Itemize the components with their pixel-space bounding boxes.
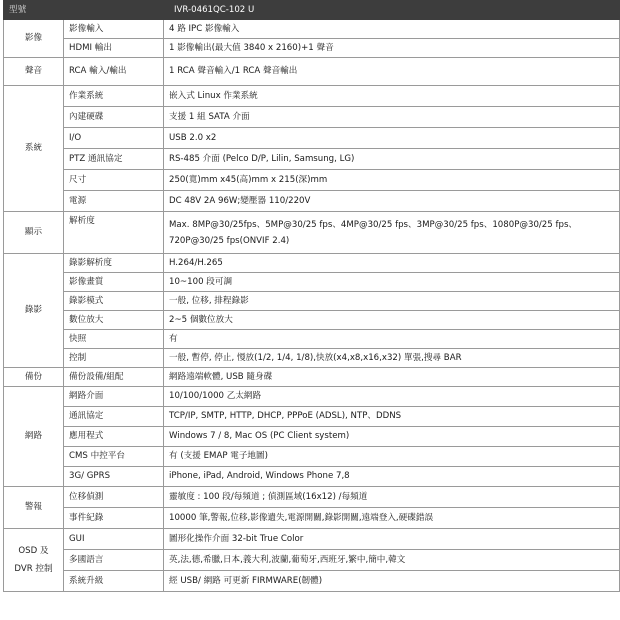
category-cell: 錄影 [4, 254, 64, 368]
value-cell: iPhone, iPad, Android, Windows Phone 7,8 [164, 467, 620, 487]
table-row [4, 427, 620, 447]
item-cell: HDMI 輸出 [64, 39, 164, 58]
item-cell: 影像畫質 [64, 273, 164, 292]
value-cell: 嵌入式 Linux 作業系統 [164, 86, 620, 107]
item-cell: 3G/ GPRS [64, 467, 164, 487]
table-row [4, 447, 620, 467]
value-cell: RS-485 介面 (Pelco D/P, Lilin, Samsung, LG) [164, 149, 620, 170]
value-cell: 有 [164, 330, 620, 349]
value-cell: 一般, 暫停, 停止, 慢放(1/2, 1/4, 1/8),快放(x4,x8,x16,x32) 單張,搜尋 BAR [164, 349, 620, 368]
table-row [4, 387, 620, 407]
category-line: OSD 及 [18, 546, 49, 556]
item-cell: 錄影解析度 [64, 254, 164, 273]
category-cell: 影像 [4, 20, 64, 58]
value-cell: 2~5 個數位放大 [164, 311, 620, 330]
value-cell: 10~100 段可調 [164, 273, 620, 292]
value-cell: 10000 筆,警報,位移,影像遺失,電源開關,錄影開關,遠端登入,硬碟錯誤 [164, 508, 620, 529]
category-cell: 系統 [4, 86, 64, 212]
value-cell: 經 USB/ 網路 可更新 FIRMWARE(韌體) [164, 571, 620, 592]
value-cell: 一般, 位移, 排程錄影 [164, 292, 620, 311]
table-row [4, 487, 620, 508]
table-row [4, 86, 620, 107]
item-cell: 電源 [64, 191, 164, 212]
value-cell: 250(寬)mm x45(高)mm x 215(深)mm [164, 170, 620, 191]
item-cell: 尺寸 [64, 170, 164, 191]
value-cell: Windows 7 / 8, Mac OS (PC Client system) [164, 427, 620, 447]
table-row [4, 292, 620, 311]
item-cell: 位移偵測 [64, 487, 164, 508]
table-row [4, 467, 620, 487]
header-row [4, 1, 620, 20]
value-cell: 英,法,德,希臘,日本,義大利,波蘭,葡萄牙,西班牙,繁中,簡中,韓文 [164, 550, 620, 571]
item-cell: GUI [64, 529, 164, 550]
table-row [4, 191, 620, 212]
table-row [4, 349, 620, 368]
category-line: DVR 控制 [14, 564, 53, 574]
table-row [4, 571, 620, 592]
value-cell: TCP/IP, SMTP, HTTP, DHCP, PPPoE (ADSL), NTP、DDNS [164, 407, 620, 427]
table-row [4, 107, 620, 128]
category-cell: 顯示 [4, 212, 64, 254]
category-cell [4, 529, 64, 592]
item-cell: 備份設備/組配 [64, 368, 164, 387]
spec-table [3, 0, 620, 592]
item-cell: 控制 [64, 349, 164, 368]
table-row [4, 39, 620, 58]
table-row [4, 407, 620, 427]
value-cell: USB 2.0 x2 [164, 128, 620, 149]
table-row [4, 508, 620, 529]
value-cell: 有 (支援 EMAP 電子地圖) [164, 447, 620, 467]
item-cell: I/O [64, 128, 164, 149]
item-cell: 通訊協定 [64, 407, 164, 427]
item-cell: PTZ 通訊協定 [64, 149, 164, 170]
category-cell: 警報 [4, 487, 64, 529]
table-row [4, 254, 620, 273]
table-row [4, 330, 620, 349]
value-cell: 10/100/1000 乙太網路 [164, 387, 620, 407]
item-cell: 事件紀錄 [64, 508, 164, 529]
item-cell: 網路介面 [64, 387, 164, 407]
table-row [4, 149, 620, 170]
value-cell: H.264/H.265 [164, 254, 620, 273]
value-cell: 1 RCA 聲音輸入/1 RCA 聲音輸出 [164, 58, 620, 86]
table-row [4, 529, 620, 550]
item-cell: RCA 輸入/輸出 [64, 58, 164, 86]
table-row [4, 170, 620, 191]
table-row [4, 368, 620, 387]
table-row [4, 550, 620, 571]
item-cell: 內建硬碟 [64, 107, 164, 128]
table-row [4, 311, 620, 330]
value-cell: 圖形化操作介面 32-bit True Color [164, 529, 620, 550]
table-row [4, 212, 620, 254]
category-cell: 網路 [4, 387, 64, 487]
category-cell: 聲音 [4, 58, 64, 86]
table-row [4, 20, 620, 39]
value-cell: 網路遠端軟體, USB 隨身碟 [164, 368, 620, 387]
value-cell: 靈敏度 : 100 段/每頻道 ; 偵測區域(16x12) /每頻道 [164, 487, 620, 508]
table-row [4, 128, 620, 149]
item-cell: 錄影模式 [64, 292, 164, 311]
table-row [4, 273, 620, 292]
model-label: 型號 [4, 1, 64, 20]
model-value: IVR-0461QC-102 U [64, 1, 620, 20]
item-cell: 解析度 [64, 212, 164, 254]
item-cell: 影像輸入 [64, 20, 164, 39]
item-cell: 應用程式 [64, 427, 164, 447]
category-cell: 備份 [4, 368, 64, 387]
table-row [4, 58, 620, 86]
item-cell: 作業系統 [64, 86, 164, 107]
value-cell: 支援 1 組 SATA 介面 [164, 107, 620, 128]
value-cell: 1 影像輸出(最大值 3840 x 2160)+1 聲音 [164, 39, 620, 58]
item-cell: 快照 [64, 330, 164, 349]
item-cell: CMS 中控平台 [64, 447, 164, 467]
item-cell: 系統升級 [64, 571, 164, 592]
value-cell: 4 路 IPC 影像輸入 [164, 20, 620, 39]
value-cell: Max. 8MP@30/25fps、5MP@30/25 fps、4MP@30/25 fps、3MP@30/25 fps、1080P@30/25 fps、720P@30/25 fps(ONVIF 2.4) [164, 212, 620, 254]
item-cell: 數位放大 [64, 311, 164, 330]
value-cell: DC 48V 2A 96W;變壓器 110/220V [164, 191, 620, 212]
item-cell: 多國語言 [64, 550, 164, 571]
